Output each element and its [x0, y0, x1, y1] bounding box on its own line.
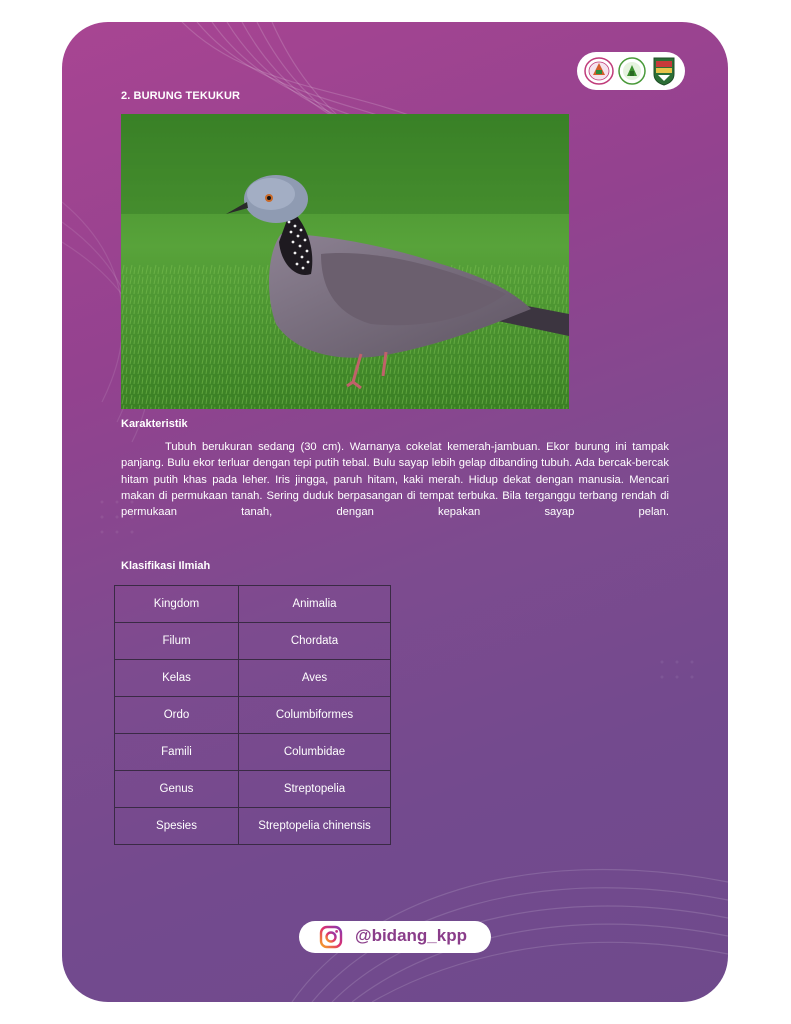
rank-cell: Famili	[115, 734, 239, 771]
value-cell: Columbidae	[239, 734, 391, 771]
emblem-logo-1	[584, 57, 614, 85]
characteristics-heading: Karakteristik	[121, 418, 188, 430]
value-cell: Aves	[239, 660, 391, 697]
section-title: 2. BURUNG TEKUKUR	[121, 90, 241, 102]
value-cell: Chordata	[239, 623, 391, 660]
value-cell: Streptopelia chinensis	[239, 808, 391, 845]
table-row	[115, 734, 391, 771]
table-row	[115, 808, 391, 845]
instagram-icon	[319, 925, 343, 949]
instagram-handle[interactable]: @bidang_kpp	[355, 926, 467, 945]
rank-cell: Spesies	[115, 808, 239, 845]
table-row	[115, 771, 391, 808]
emblem-logo-2	[618, 57, 646, 85]
rank-cell: Ordo	[115, 697, 239, 734]
value-cell: Streptopelia	[239, 771, 391, 808]
emblem-shield-logo	[653, 56, 675, 86]
instagram-badge[interactable]	[299, 921, 491, 953]
rank-cell: Filum	[115, 623, 239, 660]
table-row	[115, 623, 391, 660]
value-cell: Animalia	[239, 586, 391, 623]
institution-logos	[577, 52, 685, 90]
table-row	[115, 697, 391, 734]
table-row	[115, 586, 391, 623]
classification-heading: Klasifikasi Ilmiah	[121, 560, 211, 572]
rank-cell: Kelas	[115, 660, 239, 697]
value-cell: Columbiformes	[239, 697, 391, 734]
characteristics-paragraph: Tubuh berukuran sedang (30 cm). Warnanya cokelat kemerah-jambuan. Ekor burung ini tampak panjang. Bulu ekor terluar dengan tepi putih tebal. Bulu sayap lebih gelap dibanding tubuh. Ada bercak-bercak hitam putih khas pada leher. Iris jingga, paruh hitam, kaki merah. Hidup dekat dengan manusia. Mencari makan di permukaan tanah. Sering duduk berpasangan di tempat terbuka. Bila terganggu terbang rendah di permukaan tanah, dengan kepakan sayap pelan.	[121, 441, 669, 519]
classification-table	[114, 585, 391, 845]
rank-cell: Kingdom	[115, 586, 239, 623]
dove-photo	[121, 114, 569, 409]
table-row	[115, 660, 391, 697]
rank-cell: Genus	[115, 771, 239, 808]
